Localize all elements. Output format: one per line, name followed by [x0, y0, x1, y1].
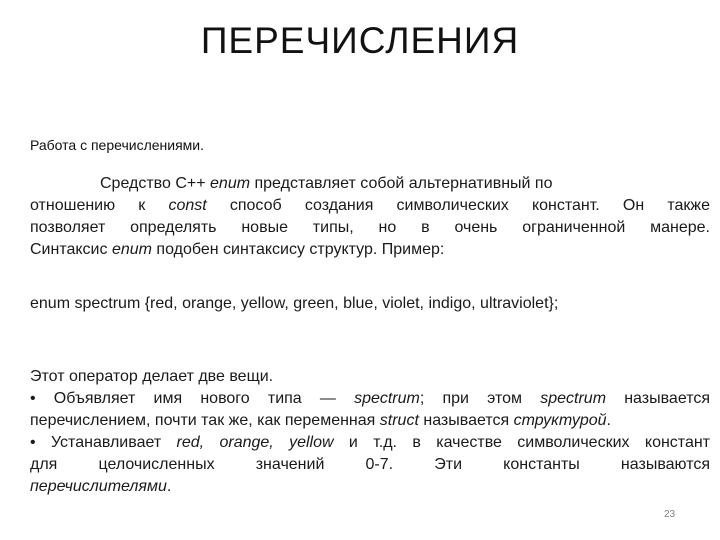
keyword-enumerators: перечислителями [30, 478, 167, 495]
bullet-text: • Объявляет имя нового типа — [30, 390, 355, 407]
bullet-text: ; при этом [419, 390, 541, 407]
page-number: 23 [664, 509, 676, 520]
explanation-paragraph [30, 366, 710, 498]
intro-line-4 [30, 239, 710, 261]
keyword-spectrum: spectrum [354, 390, 420, 407]
keyword-structure: структурой [513, 412, 607, 429]
intro-text: подобен синтаксису структур. Пример: [151, 241, 445, 258]
intro-line-3: позволяет определять новые типы, но в очень ограниченной манере. [30, 219, 710, 236]
bullet-text: • Устанавливает [30, 434, 177, 451]
bullet-1-line-2 [30, 410, 710, 432]
intro-paragraph [30, 173, 710, 261]
bullet-2-line-1 [30, 432, 710, 454]
intro-text: Синтаксис [30, 241, 112, 258]
keyword-struct: struct [379, 412, 419, 429]
intro-text: способ создания символических констант. Он также [206, 197, 710, 214]
slide-subtitle: Работа с перечислениями. [30, 137, 204, 153]
bullet-2-line-2: для целочисленных значений 0-7. Эти константы называются [30, 456, 710, 473]
bullet-1-line-1 [30, 388, 710, 410]
bullet-2-line-3 [30, 476, 710, 498]
keyword-const: const [168, 197, 207, 214]
bullet-text: называется [606, 390, 711, 407]
bullet-text: и т.д. в качестве символических констант [333, 434, 711, 451]
intro-line-1 [30, 173, 710, 195]
enum-code-example: enum spectrum {red, orange, yellow, green, blue, violet, indigo, ultraviolet}; [30, 295, 559, 312]
bullet-text: называется [418, 412, 514, 429]
bullet-text: . [166, 478, 172, 495]
intro-text: отношению к [30, 197, 169, 214]
bullet-text: . [606, 412, 611, 429]
keyword-constants: red, orange, yellow [176, 434, 334, 451]
intro-text: Средство С++ [100, 175, 211, 192]
bullet-text: перечислением, почти так же, как переменная [30, 412, 380, 429]
intro-line-2 [30, 195, 710, 217]
keyword-enum: enum [210, 175, 251, 192]
intro-text: представляет собой альтернативный по [250, 175, 553, 192]
slide-title: ПЕРЕЧИСЛЕНИЯ [200, 20, 520, 61]
keyword-spectrum: spectrum [540, 390, 607, 407]
keyword-enum: enum [111, 241, 152, 258]
explanation-line-1: Этот оператор делает две вещи. [30, 368, 274, 385]
